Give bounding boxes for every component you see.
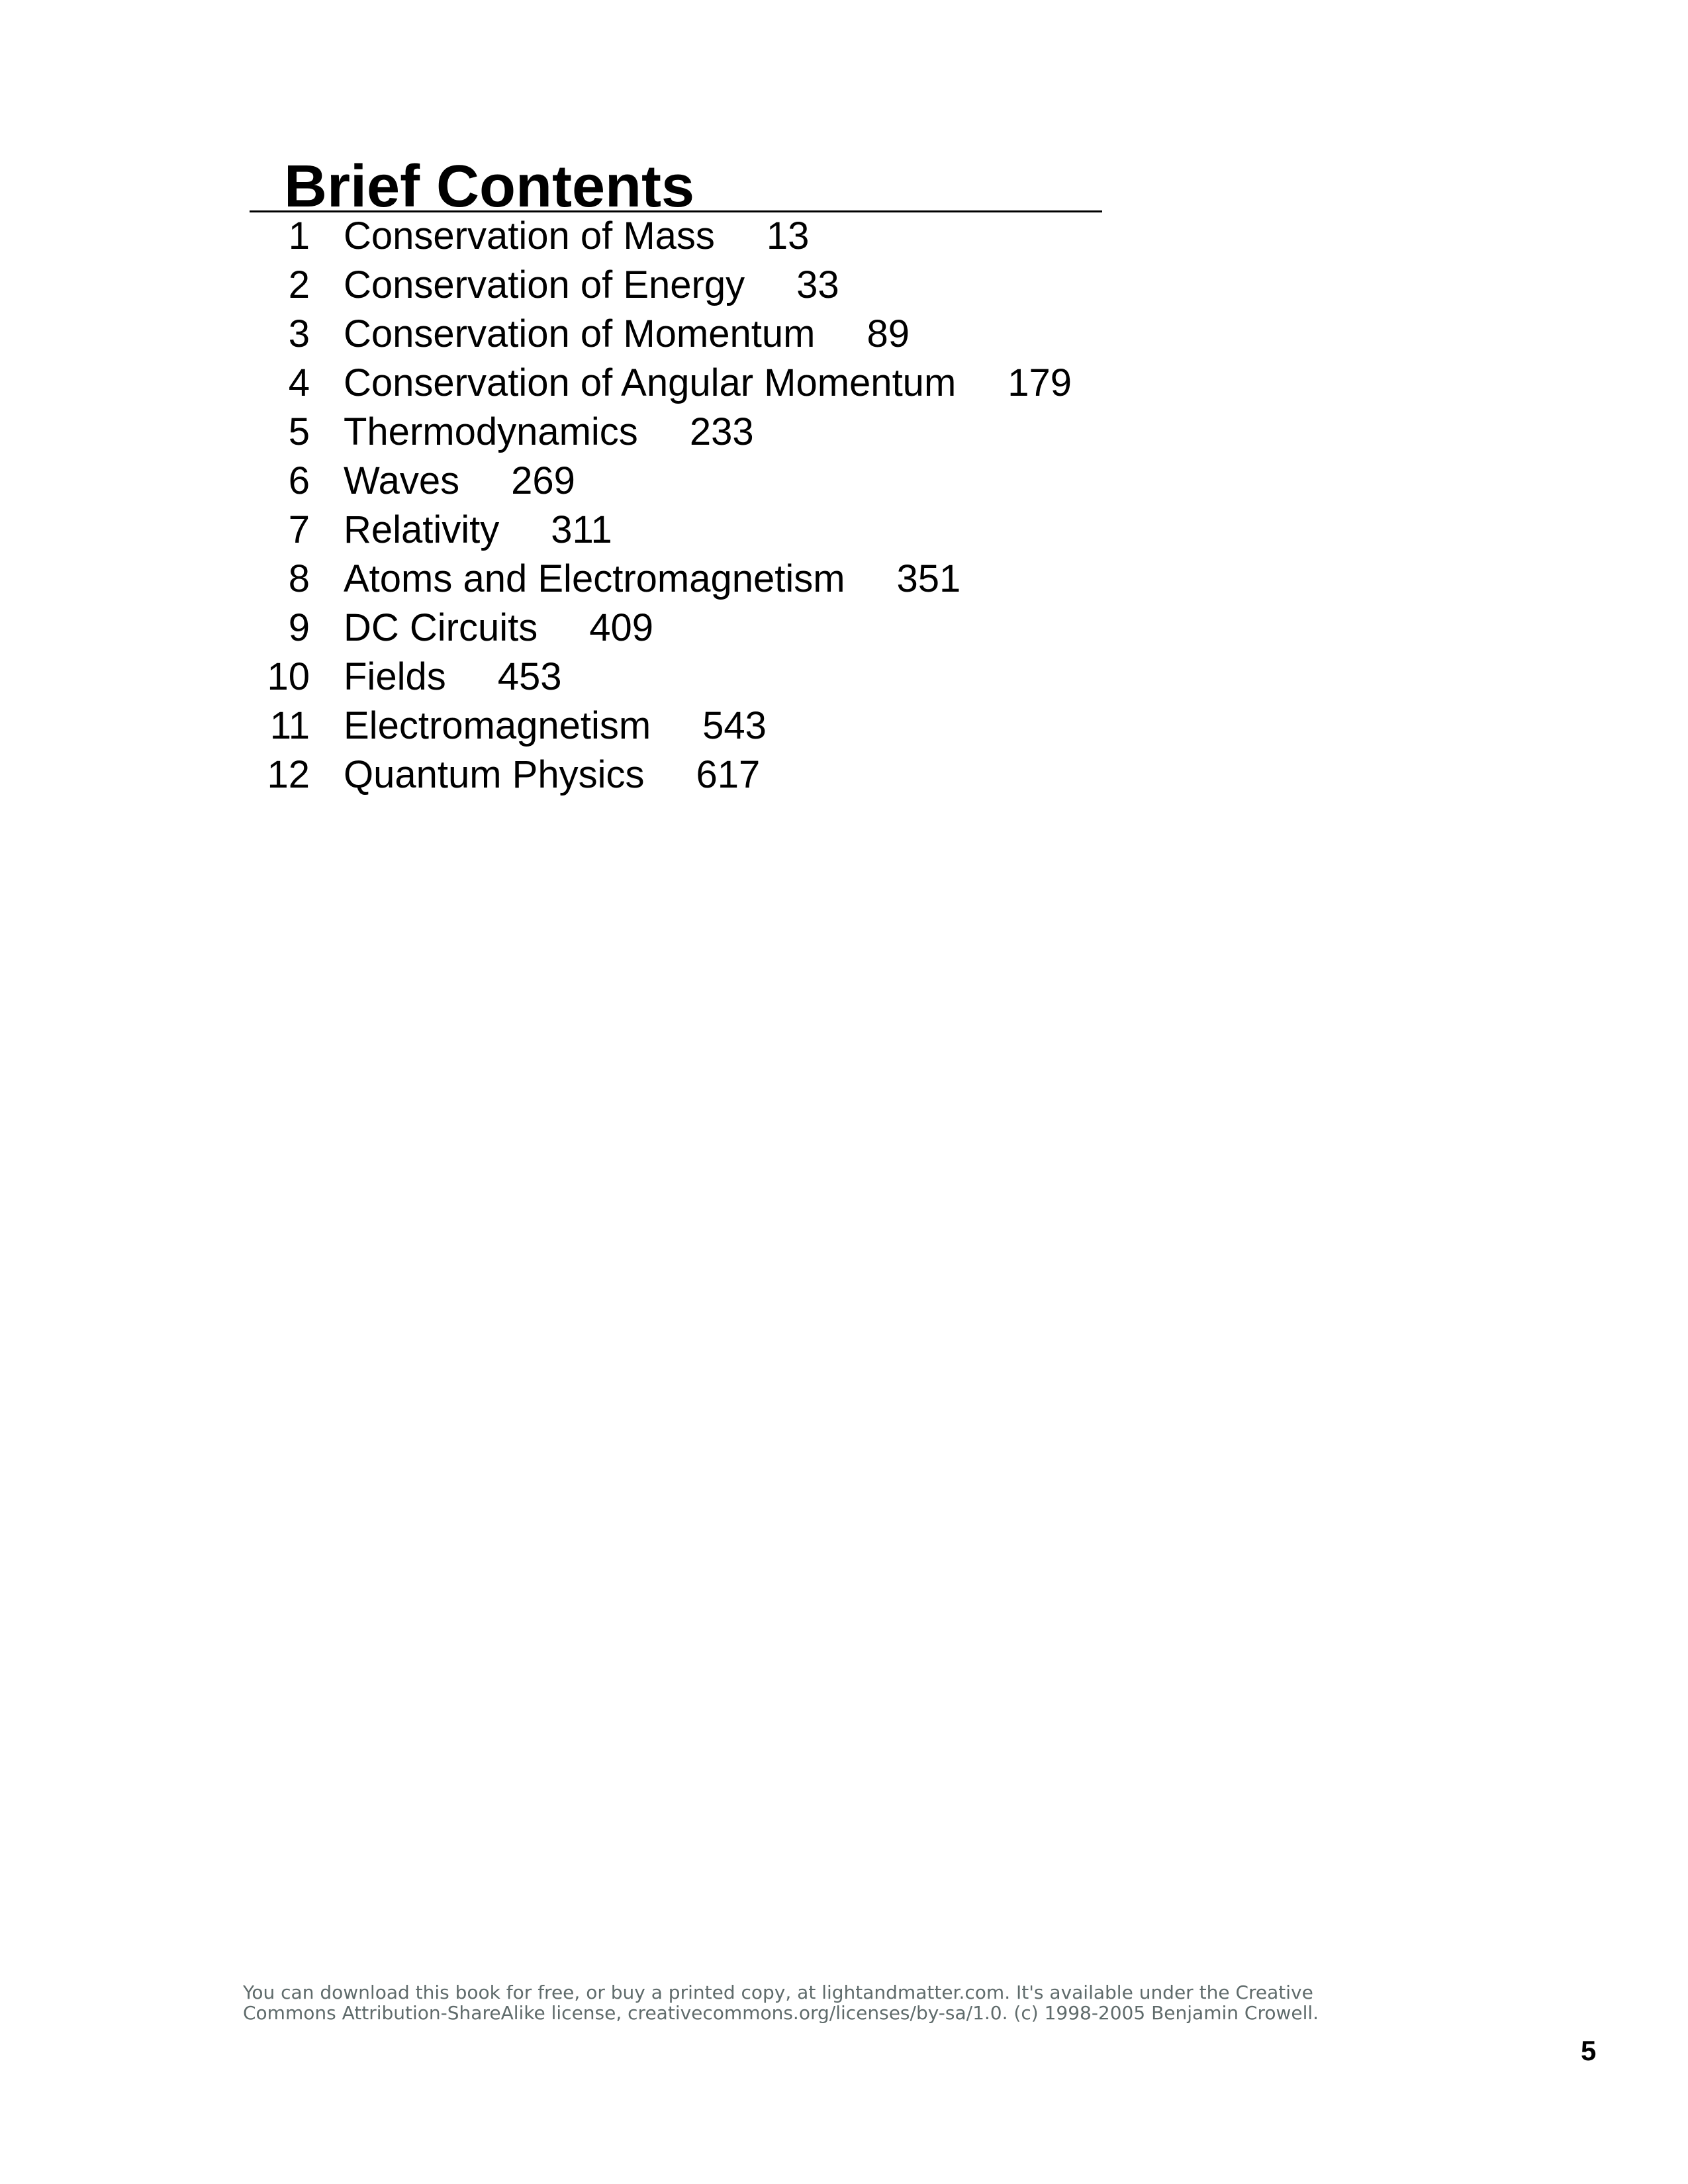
chapter-number: 4: [288, 361, 310, 404]
chapter-number: 10: [267, 655, 310, 698]
chapter-title[interactable]: Conservation of Mass: [344, 214, 715, 257]
chapter-page[interactable]: 179: [1008, 361, 1072, 404]
chapter-title[interactable]: Quantum Physics: [344, 753, 645, 796]
footer-line-1: You can download this book for free, or buy a printed copy, at lightandmatter.com. It's available under the Creative: [243, 1981, 1313, 2003]
chapter-title[interactable]: Conservation of Energy: [344, 263, 745, 306]
chapter-page[interactable]: 311: [551, 508, 612, 551]
chapter-number: 1: [288, 214, 310, 257]
chapter-title[interactable]: DC Circuits: [344, 606, 538, 649]
page-number: 5: [1581, 2035, 1597, 2066]
chapter-page[interactable]: 269: [511, 459, 575, 502]
chapter-title[interactable]: Atoms and Electromagnetism: [344, 557, 845, 600]
chapter-page[interactable]: 453: [497, 655, 562, 698]
chapter-title[interactable]: Relativity: [344, 508, 500, 551]
chapter-number: 12: [267, 753, 310, 796]
chapter-title[interactable]: Waves: [344, 459, 460, 502]
chapter-page[interactable]: 89: [867, 312, 910, 355]
chapter-number: 8: [288, 557, 310, 600]
chapter-number: 7: [288, 508, 310, 551]
chapter-page[interactable]: 617: [696, 753, 761, 796]
chapter-number: 5: [288, 410, 310, 453]
chapter-number: 11: [269, 704, 310, 747]
chapter-page[interactable]: 233: [689, 410, 754, 453]
footer-line-2: Commons Attribution-ShareAlike license, creativecommons.org/licenses/by-sa/1.0. (c) 1998-2005 Benjamin Crowell.: [243, 2002, 1319, 2024]
chapter-title[interactable]: Electromagnetism: [344, 704, 651, 747]
page-title: Brief Contents: [284, 154, 695, 220]
chapter-title[interactable]: Conservation of Angular Momentum: [344, 361, 957, 404]
chapter-title[interactable]: Thermodynamics: [344, 410, 638, 453]
chapter-page[interactable]: 13: [766, 214, 810, 257]
chapter-page[interactable]: 543: [702, 704, 767, 747]
chapter-number: 2: [288, 263, 310, 306]
chapter-number: 6: [288, 459, 310, 502]
chapter-title[interactable]: Fields: [344, 655, 446, 698]
chapter-page[interactable]: 409: [589, 606, 654, 649]
chapter-number: 3: [288, 312, 310, 355]
chapter-number: 9: [288, 606, 310, 649]
chapter-title[interactable]: Conservation of Momentum: [344, 312, 816, 355]
chapter-page[interactable]: 351: [896, 557, 961, 600]
chapter-page[interactable]: 33: [796, 263, 839, 306]
license-footer: [243, 1982, 1501, 2023]
